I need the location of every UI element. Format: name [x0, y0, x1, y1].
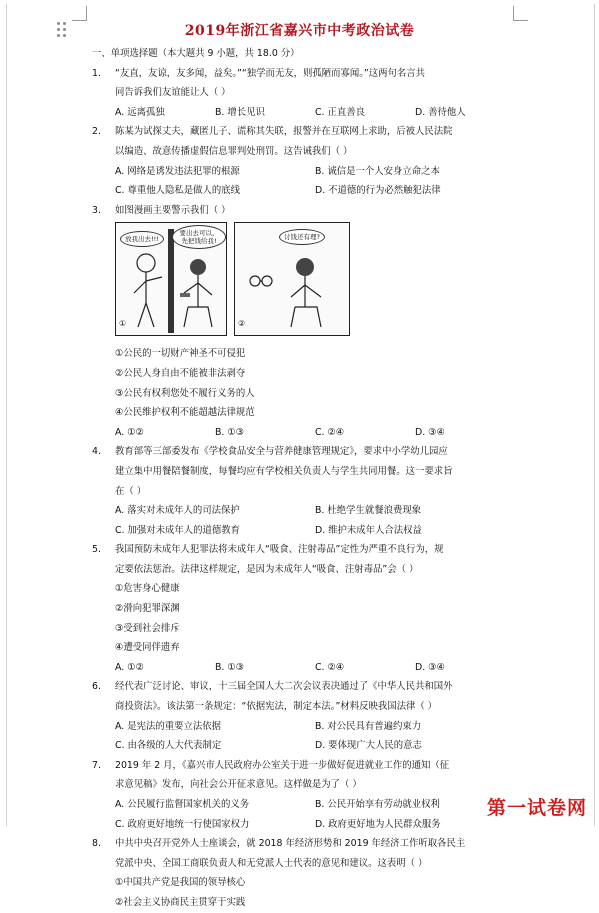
question-stem-line: 教育部等三部委发布《学校食品安全与营养健康管理规定》，要求中小学幼儿园应 [115, 446, 448, 458]
question-number: 6. [92, 681, 101, 693]
question-stem-line: 求意见稿》发布，向社会公开征求意见。这样做是为了（ ） [115, 779, 362, 791]
statement-item: ①中国共产党是我国的领导核心 [115, 877, 246, 889]
statement-item: ②滑向犯罪深渊 [115, 603, 180, 615]
answer-option[interactable]: C. 正直善良 [315, 106, 366, 118]
answer-option[interactable]: D. 要体现广大人民的意志 [315, 740, 422, 752]
site-watermark: 第一试卷网 [486, 797, 587, 819]
answer-option[interactable]: A. 落实对未成年人的司法保护 [115, 505, 240, 517]
answer-option[interactable]: A. 远离孤独 [115, 106, 165, 118]
question-stem-line: 如图漫画主要警示我们（ ） [115, 204, 231, 216]
answer-option[interactable]: D. 不道德的行为必然触犯法律 [315, 185, 441, 197]
panel-label-1: ① [119, 318, 127, 328]
answer-option[interactable]: D. 善待他人 [415, 106, 466, 118]
question-5 [92, 540, 522, 677]
answer-option[interactable]: C. 政府更好地统一行使国家权力 [115, 818, 250, 830]
answer-option[interactable]: B. 公民开始享有劳动就业权利 [315, 799, 440, 810]
answer-options-row [115, 521, 522, 541]
question-number: 7. [92, 759, 101, 771]
question-3 [92, 201, 522, 443]
answer-options-row [115, 501, 522, 521]
speech-bubble-3: 讨钱还有理? [279, 229, 325, 245]
question-stem-line: 以编造、故意传播虚假信息罪判处刑罚。这告诫我们（ ） [115, 145, 353, 157]
answer-option[interactable]: C. 加强对未成年人的道德教育 [115, 524, 241, 536]
document-content [92, 44, 522, 913]
question-stem-line: 2019 年 2 月，《嘉兴市人民政府办公室关于进一步做好促进就业工作的通知（征 [115, 759, 450, 771]
answer-option[interactable]: A. 是宪法的重要立法依据 [115, 720, 221, 732]
question-number: 8. [92, 838, 101, 850]
question-number: 1. [92, 67, 101, 79]
question-number: 5. [92, 544, 101, 556]
cartoon-panel-1 [115, 222, 227, 336]
question-number: 4. [92, 446, 101, 458]
statement-item: ①危害身心健康 [115, 583, 180, 595]
answer-option[interactable]: A. 网络是诱发违法犯罪的根源 [115, 165, 240, 177]
question-stem-line: 中共中央召开党外人士座谈会，就 2018 年经济形势和 2019 年经济工作听取各民主 [115, 838, 466, 850]
question-2 [92, 122, 522, 200]
answer-options-row [115, 736, 522, 756]
question-stem-line: 定要依法惩治。法律这样规定，是因为未成年人“吸食、注射毒品”会（ ） [115, 563, 419, 575]
question-number: 2. [92, 126, 101, 138]
question-7 [92, 756, 522, 834]
answer-option[interactable]: B. 诚信是一个人安身立命之本 [315, 165, 440, 177]
question-list [92, 64, 522, 913]
statement-item: ④公民维护权利不能超越法律规范 [115, 407, 255, 419]
answer-option[interactable]: D. 维护未成年人合法权益 [315, 524, 422, 536]
statement-item: ②公民人身自由不能被非法剥夺 [115, 367, 246, 379]
question-6 [92, 677, 522, 755]
crop-mark-top-right [513, 6, 528, 21]
answer-option[interactable]: C. ②④ [315, 661, 345, 673]
speech-bubble-2: 要出去可以，先把钱给我! [172, 225, 226, 249]
statement-item: ③公民有权利您处不履行义务的人 [115, 387, 255, 399]
answer-option[interactable]: B. 杜绝学生就餐浪费现象 [315, 505, 422, 517]
answer-options-row [115, 181, 522, 201]
answer-options-row [115, 795, 522, 815]
answer-option[interactable]: A. 公民履行监督国家机关的义务 [115, 799, 250, 810]
crop-mark-top-left [72, 6, 87, 21]
statement-item: ①公民的一切财产神圣不可侵犯 [115, 348, 246, 360]
speech-bubble-1: 放我出去!!! [120, 231, 164, 247]
answer-options [115, 658, 522, 678]
answer-options [115, 103, 522, 123]
statement-item: ③受到社会排斥 [115, 622, 180, 634]
question-stem-line: 建立集中用餐陪餐制度，每餐均应有学校相关负责人与学生共同用餐。这一要求旨 [115, 465, 453, 477]
answer-option[interactable]: C. 由各级的人大代表制定 [115, 740, 222, 752]
question-1 [92, 64, 522, 123]
answer-options [115, 423, 522, 443]
answer-options-row [115, 815, 522, 835]
question-stem-line: “友直，友谅，友多闻，益矣。”“独学而无友，则孤陋而寡闻。”这两句名言共 [115, 67, 426, 79]
statement-item: ②社会主义协商民主贯穿于实践 [115, 896, 246, 908]
answer-option[interactable]: A. ①② [115, 426, 145, 438]
question-stem-line: 党派中央、全国工商联负责人和无党派人士代表的意见和建议。这表明（ ） [115, 857, 428, 869]
answer-option[interactable]: B. ①③ [215, 661, 245, 673]
section-heading: 一、单项选择题（本大题共 9 小题，共 18.0 分） [92, 48, 300, 59]
answer-option[interactable]: D. 政府更好地为人民群众服务 [315, 818, 441, 830]
answer-option[interactable]: A. ①② [115, 661, 145, 673]
answer-option[interactable]: D. ③④ [415, 426, 445, 438]
panel-label-2: ② [238, 318, 246, 328]
answer-options-row [115, 162, 522, 182]
question-stem-line: 同告诉我们友谊能让人（ ） [115, 87, 231, 99]
question-4 [92, 442, 522, 540]
answer-option[interactable]: B. 增长见识 [215, 106, 265, 118]
question-stem-line: 陈某为试探丈夫，藏匿儿子、谎称其失联，报警并在互联网上求助，后被人民法院 [115, 126, 453, 138]
question-8 [92, 834, 522, 912]
question-stem-line: 在（ ） [115, 485, 147, 497]
statement-item: ④遭受同伴遗弃 [115, 642, 180, 654]
answer-option[interactable]: C. 尊重他人隐私是做人的底线 [115, 185, 241, 197]
cartoon-panel-2 [234, 222, 350, 336]
question-stem-line: 我国预防未成年人犯罪法将未成年人“吸食、注射毒品”定性为严重不良行为，规 [115, 544, 444, 556]
answer-option[interactable]: B. 对公民具有普遍约束力 [315, 720, 422, 732]
answer-option[interactable]: C. ②④ [315, 426, 345, 438]
question-stem-line: 经代表广泛讨论、审议，十三届全国人大二次会议表决通过了《中华人民共和国外 [115, 681, 453, 693]
question-stem-line: 商投资法》。该法第一条规定：“依据宪法，制定本法。”材料反映我国法律（ ） [115, 701, 438, 713]
answer-options-row [115, 717, 522, 737]
answer-option[interactable]: B. ①③ [215, 426, 245, 438]
question-number: 3. [92, 204, 101, 216]
document-title: 2019年浙江省嘉兴市中考政治试卷 [184, 23, 415, 39]
answer-option[interactable]: D. ③④ [415, 661, 445, 673]
cartoon-image [115, 222, 351, 338]
